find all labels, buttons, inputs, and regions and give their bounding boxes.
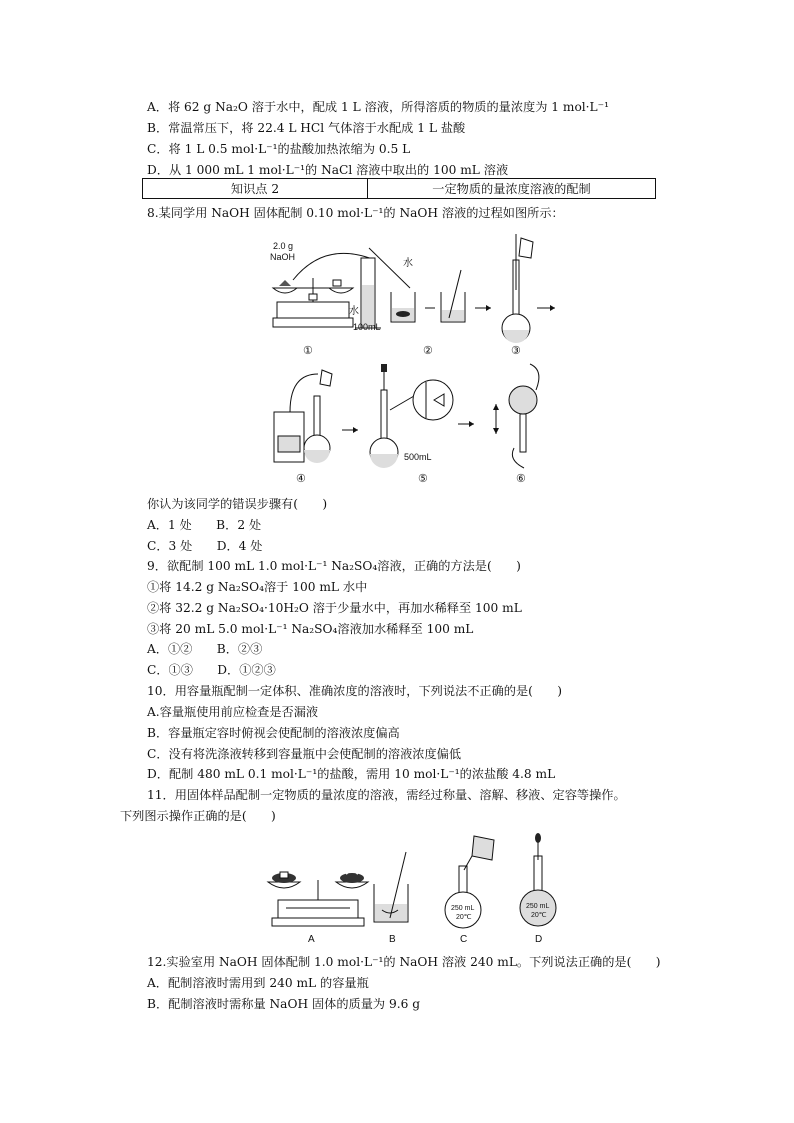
q12-option-b: B．配制溶液时需称量 NaOH 固体的质量为 9.6 g — [147, 997, 420, 1011]
q8-options-cd: C．3 处 D．4 处 — [147, 539, 263, 553]
option-b-beaker — [374, 852, 408, 945]
q10-option-a: A.容量瓶使用前应检查是否漏液 — [147, 705, 319, 719]
q10-option-c: C．没有将洗涤液转移到容量瓶中会使配制的溶液浓度偏低 — [147, 747, 462, 761]
step-6-label: ⑥ — [516, 473, 526, 485]
volumetric-flask-transfer — [502, 234, 555, 343]
q12-stem: 12.实验室用 NaOH 固体配制 1.0 mol·L⁻¹的 NaOH 溶液 240 mL。下列说法正确的是( ) — [147, 955, 661, 969]
option-a-balance — [268, 871, 368, 945]
volume-500-label: 500mL — [404, 452, 432, 462]
option-d-temp: 20℃ — [531, 912, 547, 919]
q7-option-b: B．常温常压下，将 22.4 L HCl 气体溶于水配成 1 L 盐酸 — [147, 121, 466, 135]
q7-option-d: D．从 1 000 mL 1 mol·L⁻¹的 NaCl 溶液中取出的 100 mL 溶液 — [147, 163, 509, 177]
water-label-2: 水 — [349, 306, 359, 317]
flask-fill-to-mark — [370, 364, 474, 468]
flask-inverting — [493, 364, 539, 468]
q8-figure-row2 — [268, 360, 558, 486]
option-a-label: A — [308, 934, 315, 945]
option-c-volume: 250 mL — [451, 905, 475, 912]
mass-label: 2.0 g — [273, 241, 294, 251]
option-d-label: D — [535, 934, 543, 945]
option-d-flask-dropper — [520, 833, 556, 945]
q11-stem-line-2: 下列图示操作正确的是( ) — [120, 809, 276, 823]
q9-options-ab: A．①② B．②③ — [147, 642, 263, 656]
q11-figure — [262, 830, 572, 948]
option-c-flask-pour — [445, 836, 494, 945]
q12-option-a: A．配制溶液时需用到 240 mL 的容量瓶 — [147, 976, 369, 990]
q9-stem: 9．欲配制 100 mL 1.0 mol·L⁻¹ Na₂SO₄溶液，正确的方法是( ) — [147, 559, 521, 573]
step-3-label: ③ — [511, 345, 521, 357]
q7-option-c: C．将 1 L 0.5 mol·L⁻¹的盐酸加热浓缩为 0.5 L — [147, 142, 411, 156]
q7-option-a: A．将 62 g Na₂O 溶于水中，配成 1 L 溶液，所得溶质的物质的量浓度为 1 mol·L⁻¹ — [147, 100, 609, 114]
q9-statement-3: ③将 20 mL 5.0 mol·L⁻¹ Na₂SO₄溶液加水稀释至 100 mL — [147, 622, 474, 636]
knowledge-point-table — [142, 178, 656, 199]
option-c-label: C — [460, 934, 468, 945]
balance-illustration — [270, 241, 375, 327]
option-c-temp: 20℃ — [456, 914, 472, 921]
step-4-label: ④ — [296, 473, 306, 485]
volume-100-label: 100mL — [353, 322, 381, 332]
wash-bottle-transfer — [274, 370, 358, 463]
step-2-label: ② — [423, 345, 433, 357]
option-d-volume: 250 mL — [526, 903, 550, 910]
naoh-label: NaOH — [270, 252, 296, 262]
beaker-dissolving — [391, 270, 491, 322]
q9-statement-2: ②将 32.2 g Na₂SO₄·10H₂O 溶于少量水中，再加水稀释至 100 mL — [147, 601, 522, 615]
q10-stem: 10．用容量瓶配制一定体积、准确浓度的溶液时，下列说法不正确的是( ) — [147, 684, 563, 698]
q8-options-ab: A．1 处 B．2 处 — [147, 518, 262, 532]
option-b-label: B — [389, 934, 396, 945]
knowledge-point-label: 知识点 2 — [143, 179, 368, 199]
q8-question: 你认为该同学的错误步骤有( ) — [147, 497, 328, 511]
q8-figure-row1 — [265, 230, 565, 358]
step-1-label: ① — [303, 345, 313, 357]
q9-options-cd: C．①③ D．①②③ — [147, 663, 276, 677]
knowledge-point-title: 一定物质的量浓度溶液的配制 — [368, 179, 656, 199]
q11-stem-line-1: 11．用固体样品配制一定物质的量浓度的溶液，需经过称量、溶解、移液、定容等操作。 — [147, 788, 626, 802]
water-label-1: 水 — [403, 258, 413, 269]
q8-stem: 8.某同学用 NaOH 固体配制 0.10 mol·L⁻¹的 NaOH 溶液的过程如图所示： — [147, 206, 564, 220]
q10-option-b: B．容量瓶定容时俯视会使配制的溶液浓度偏高 — [147, 726, 400, 740]
q9-statement-1: ①将 14.2 g Na₂SO₄溶于 100 mL 水中 — [147, 580, 368, 594]
step-5-label: ⑤ — [418, 473, 428, 485]
q10-option-d: D．配制 480 mL 0.1 mol·L⁻¹的盐酸，需用 10 mol·L⁻¹的浓盐酸 4.8 mL — [147, 767, 556, 781]
